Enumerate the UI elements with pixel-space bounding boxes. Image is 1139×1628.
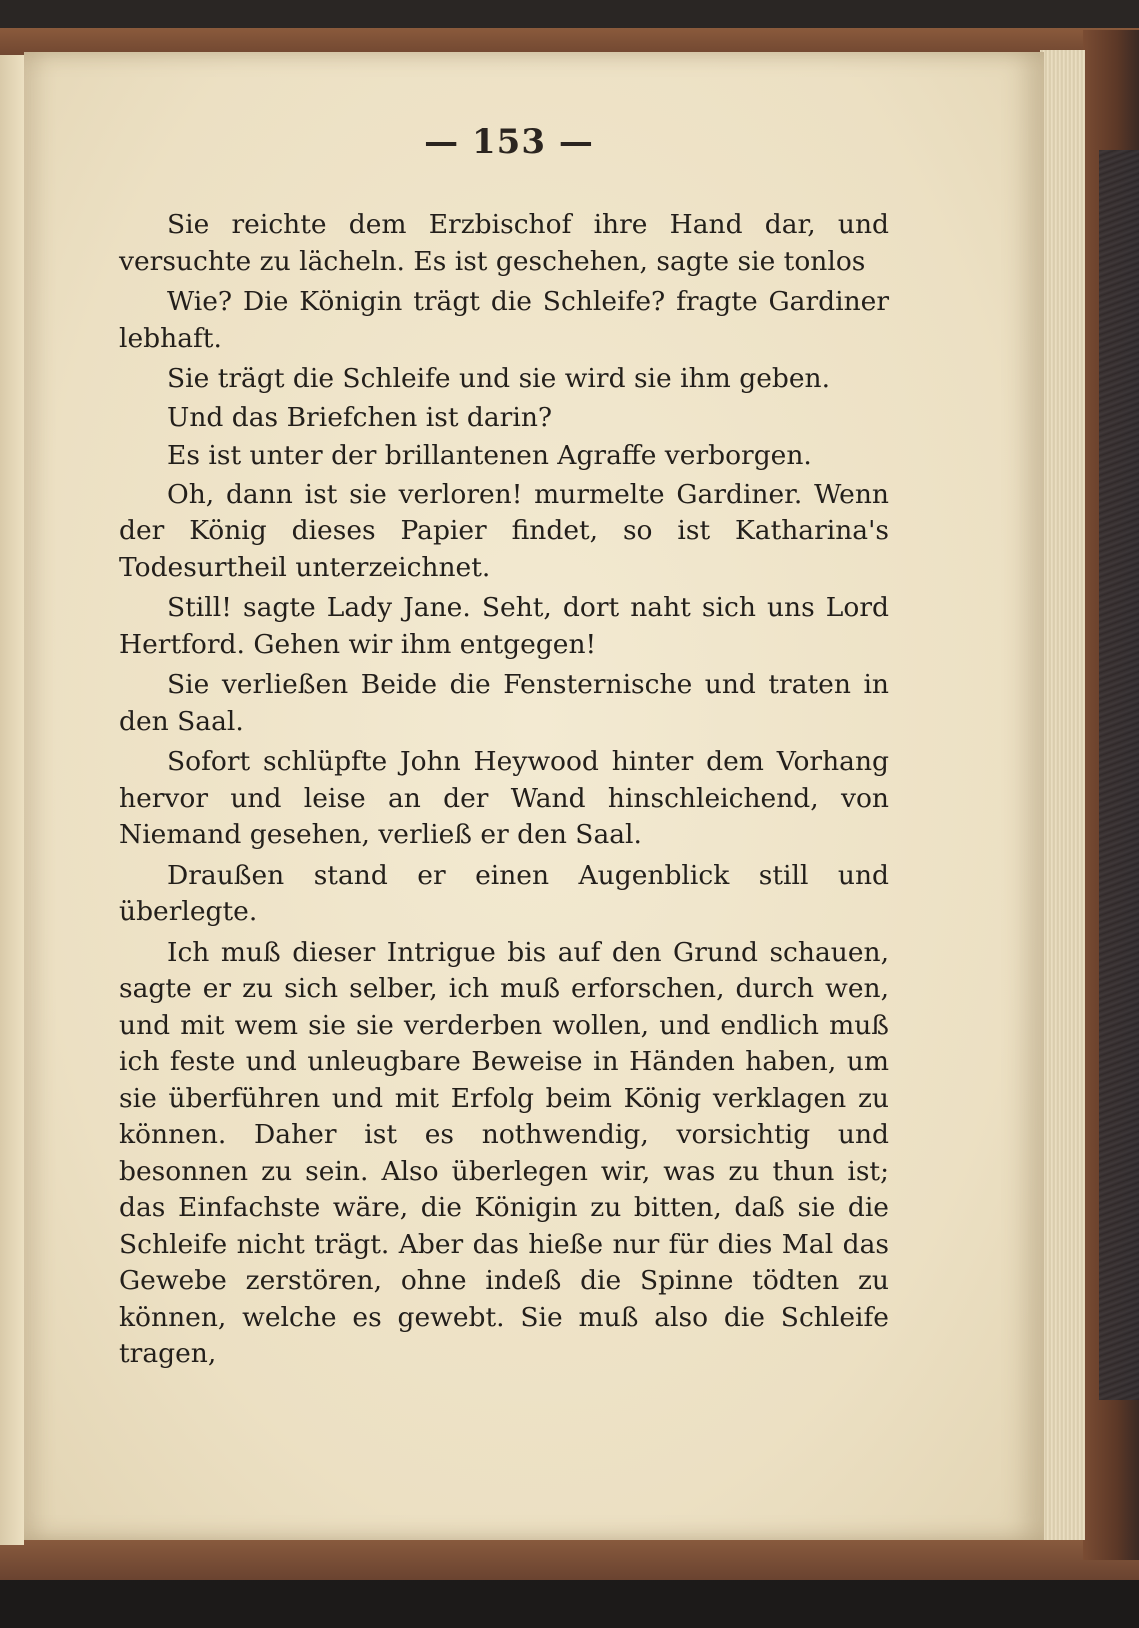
paragraph: Sie reichte dem Erzbischof ihre Hand dar, und versuchte zu lächeln. Es ist geschehen, sagte sie tonlos: [119, 209, 889, 277]
paragraph: Wie? Die Königin trägt die Schleife? fragte Gardiner lebhaft.: [119, 286, 889, 354]
book-page: [24, 52, 1044, 1540]
paragraph: Ich muß dieser Intrigue bis auf den Grund schauen, sagte er zu sich selber, ich muß erforschen, durch wen, und mit wem sie sie verderben wollen, und endlich muß ich feste und unleugbare Beweise in Händen haben, um sie überführen und mit Erfolg beim König verklagen zu können. Daher ist es nothwendig, vorsichtig und besonnen zu sein. Also überlegen wir, was zu thun ist; das Einfachste wäre, die Königin zu bitten, daß sie die Schleife nicht trägt. Aber das hieße nur für dies Mal das Gewebe zerstören, ohne indeß die Spinne tödten zu können, welche es gewebt. Sie muß also die Schleife tragen,: [119, 936, 889, 1369]
paragraph: Es ist unter der brillantenen Agraffe verborgen.: [167, 440, 812, 471]
paragraph: Oh, dann ist sie verloren! murmelte Gardiner. Wenn der König dieses Papier findet, so ist Katharina's Todesurtheil unterzeichnet.: [119, 478, 889, 583]
paragraph: Und das Briefchen ist darin?: [167, 401, 553, 433]
paragraph: Sie trägt die Schleife und sie wird sie ihm geben.: [167, 363, 831, 394]
page-number: — 153 —: [424, 122, 594, 162]
paragraph: Draußen stand er einen Augenblick still und überlegte.: [119, 859, 889, 927]
cover-marbled-board: [1099, 150, 1139, 1400]
cover-bottom-edge: [0, 1535, 1139, 1580]
body-text: [119, 207, 889, 1377]
page-edges: [1040, 50, 1085, 1540]
paragraph: Sie verließen Beide die Fensternische und traten in den Saal.: [119, 669, 889, 737]
paragraph: Sofort schlüpfte John Heywood hinter dem Vorhang hervor und leise an der Wand hinschleichend, von Niemand gesehen, verließ er den Saal.: [119, 746, 889, 850]
paragraph: Still! sagte Lady Jane. Seht, dort naht sich uns Lord Hertford. Gehen wir ihm entgegen!: [119, 592, 889, 660]
previous-page-sliver: [0, 55, 24, 1545]
